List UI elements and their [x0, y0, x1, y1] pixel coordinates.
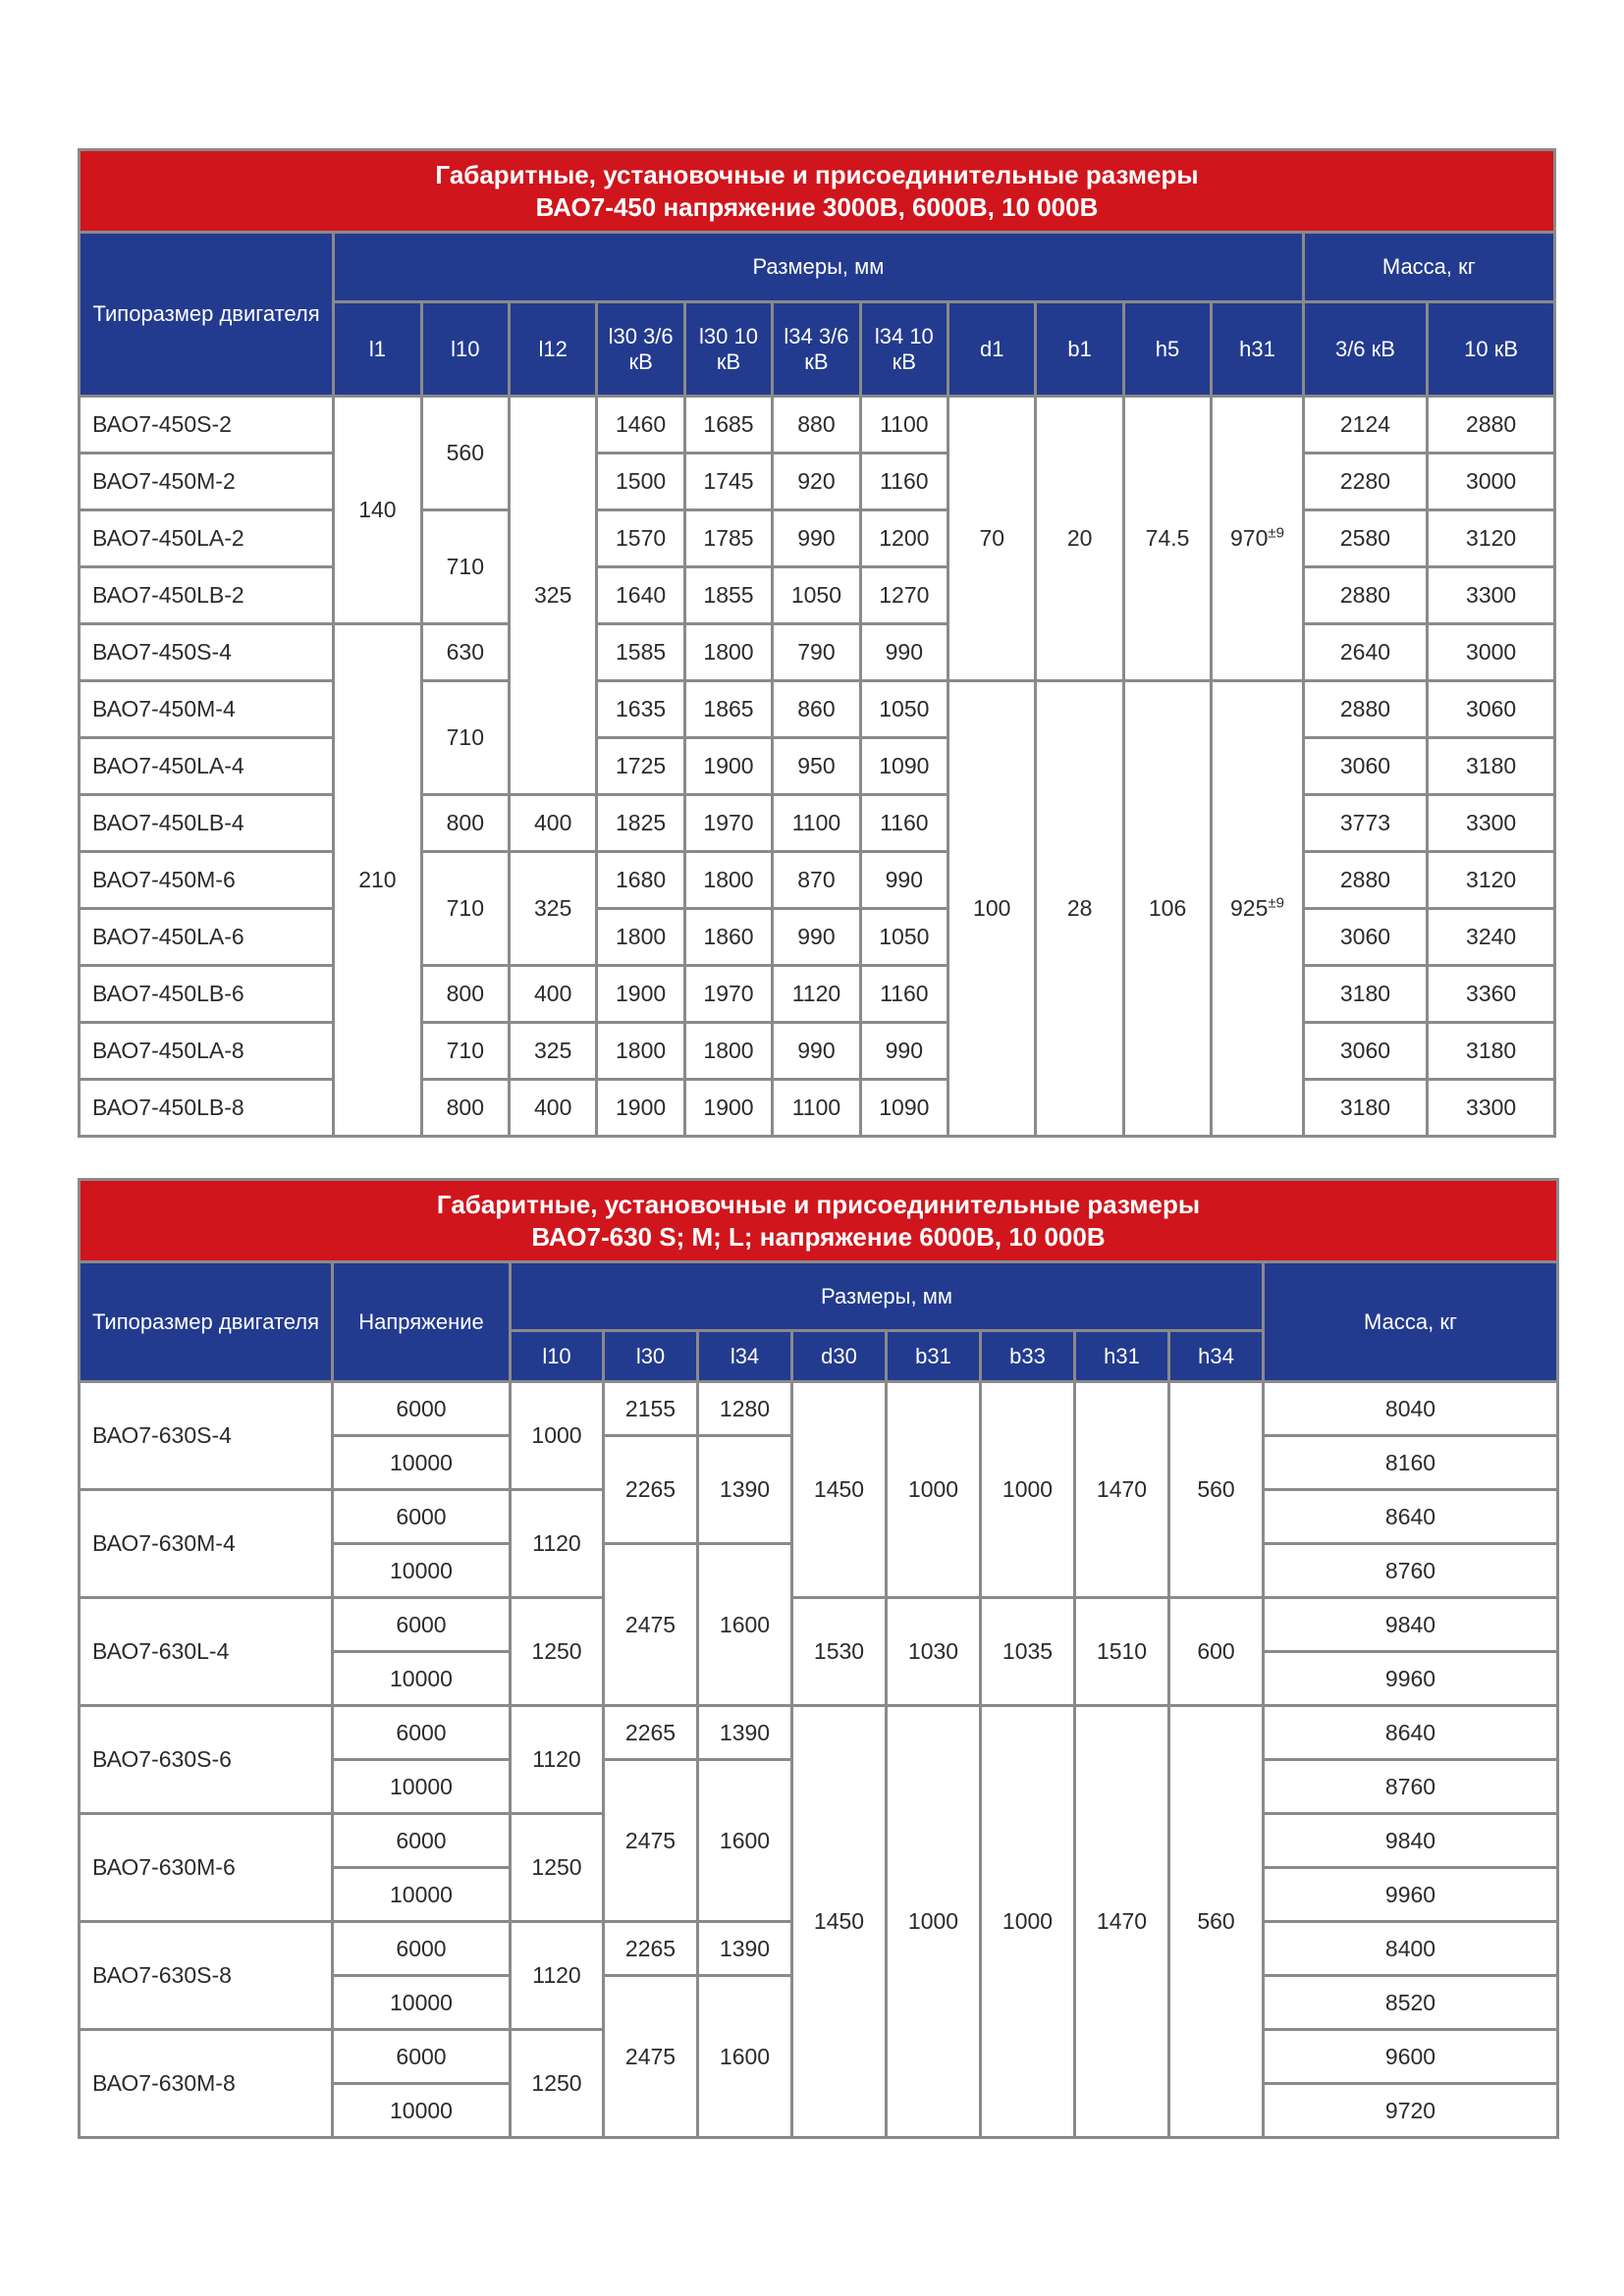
l30-10-cell: 1800 — [684, 624, 772, 681]
l30-cell: 2265 — [604, 1436, 698, 1544]
l10-cell: 1120 — [511, 1706, 604, 1814]
l30-cell: 2475 — [604, 1760, 698, 1922]
l30-3-6-cell: 1500 — [597, 454, 684, 510]
table-vao7-450 — [78, 148, 1556, 1138]
mass-10-cell: 3300 — [1428, 1080, 1555, 1137]
l34-cell: 1390 — [698, 1706, 792, 1760]
table-row — [80, 909, 1555, 966]
l30-cell: 2155 — [604, 1382, 698, 1436]
table-row — [80, 852, 1555, 909]
table-vao7-630 — [78, 1178, 1559, 2139]
l34-3-6-cell: 870 — [773, 852, 860, 909]
header-h31: h31 — [1075, 1331, 1169, 1382]
mass-cell: 8640 — [1264, 1706, 1558, 1760]
l10-cell: 630 — [421, 624, 509, 681]
l12-cell: 325 — [510, 1023, 597, 1080]
title-line-1: Габаритные, установочные и присоединительные размеры — [435, 159, 1199, 189]
l34-10-cell: 1200 — [860, 510, 947, 567]
voltage-cell: 10000 — [333, 2084, 511, 2138]
header-mass-10kv: 10 кВ — [1428, 302, 1555, 397]
d30-cell: 1450 — [792, 1706, 887, 2138]
l34-cell: 1600 — [698, 1976, 792, 2138]
mass-cell: 8760 — [1264, 1544, 1558, 1598]
l10-cell: 800 — [421, 1080, 509, 1137]
b31-cell: 1000 — [887, 1706, 981, 2138]
l30-10-cell: 1785 — [684, 510, 772, 567]
mass-cell: 8400 — [1264, 1922, 1558, 1976]
header-l34-3-6kv: l34 3/6 кВ — [773, 302, 860, 397]
b1-cell: 28 — [1036, 681, 1123, 1137]
header-l10: l10 — [421, 302, 509, 397]
h31-value: 925 — [1229, 895, 1269, 921]
header-mass: Масса, кг — [1303, 233, 1554, 302]
l12-cell: 400 — [510, 1080, 597, 1137]
d30-cell: 1450 — [792, 1382, 887, 1598]
mass-cell: 8160 — [1264, 1436, 1558, 1490]
l30-10-cell: 1800 — [684, 1023, 772, 1080]
mass-3-6-cell: 3060 — [1303, 738, 1428, 795]
l30-10-cell: 1685 — [684, 397, 772, 454]
motor-type: ВАО7-450LA-4 — [80, 738, 334, 795]
l30-10-cell: 1745 — [684, 454, 772, 510]
l12-cell: 325 — [510, 397, 597, 795]
mass-3-6-cell: 3180 — [1303, 966, 1428, 1023]
mass-10-cell: 3000 — [1428, 624, 1555, 681]
mass-3-6-cell: 2880 — [1303, 567, 1428, 624]
mass-cell: 9720 — [1264, 2084, 1558, 2138]
mass-10-cell: 3000 — [1428, 454, 1555, 510]
motor-type: ВАО7-630M-8 — [80, 2030, 333, 2138]
mass-3-6-cell: 2880 — [1303, 852, 1428, 909]
l34-3-6-cell: 860 — [773, 681, 860, 738]
table-row — [80, 1023, 1555, 1080]
motor-type: ВАО7-630S-8 — [80, 1922, 333, 2030]
title-line-2: ВАО7-450 напряжение 3000В, 6000В, 10 000В — [535, 191, 1099, 222]
l34-10-cell: 990 — [860, 852, 947, 909]
l10-cell: 710 — [421, 852, 509, 966]
l30-3-6-cell: 1800 — [597, 909, 684, 966]
l34-3-6-cell: 1100 — [773, 795, 860, 852]
l30-cell: 2475 — [604, 1544, 698, 1706]
mass-10-cell: 3180 — [1428, 738, 1555, 795]
motor-type: ВАО7-450LB-8 — [80, 1080, 334, 1137]
l34-10-cell: 1100 — [860, 397, 947, 454]
mass-3-6-cell: 2124 — [1303, 397, 1428, 454]
mass-3-6-cell: 2880 — [1303, 681, 1428, 738]
header-h34: h34 — [1169, 1331, 1264, 1382]
l30-3-6-cell: 1635 — [597, 681, 684, 738]
voltage-cell: 10000 — [333, 1976, 511, 2030]
l34-10-cell: 1090 — [860, 1080, 947, 1137]
l34-10-cell: 1270 — [860, 567, 947, 624]
voltage-cell: 6000 — [333, 1706, 511, 1760]
l34-10-cell: 990 — [860, 1023, 947, 1080]
table-row — [80, 397, 1555, 454]
mass-cell: 8760 — [1264, 1760, 1558, 1814]
l10-cell: 560 — [421, 397, 509, 510]
mass-cell: 9960 — [1264, 1652, 1558, 1706]
header-b1: b1 — [1036, 302, 1123, 397]
l34-10-cell: 1160 — [860, 454, 947, 510]
l34-cell: 1600 — [698, 1544, 792, 1706]
h31-tolerance: ±9 — [1268, 524, 1284, 542]
l10-cell: 1250 — [511, 1814, 604, 1922]
l34-10-cell: 1050 — [860, 681, 947, 738]
h31-value: 970 — [1229, 525, 1269, 551]
header-motor-type: Типоразмер двигателя — [80, 1262, 333, 1382]
voltage-cell: 6000 — [333, 1814, 511, 1868]
table-row — [80, 510, 1555, 567]
header-l10: l10 — [511, 1331, 604, 1382]
table-row — [80, 1598, 1558, 1652]
l10-cell: 1120 — [511, 1922, 604, 2030]
h5-cell: 106 — [1123, 681, 1211, 1137]
l34-cell: 1600 — [698, 1760, 792, 1922]
voltage-cell: 10000 — [333, 1652, 511, 1706]
d30-cell: 1530 — [792, 1598, 887, 1706]
l12-cell: 400 — [510, 966, 597, 1023]
table-row — [80, 567, 1555, 624]
voltage-cell: 6000 — [333, 1922, 511, 1976]
l10-cell: 1250 — [511, 2030, 604, 2138]
l30-cell: 2265 — [604, 1922, 698, 1976]
header-mass: Масса, кг — [1264, 1262, 1558, 1382]
l30-10-cell: 1860 — [684, 909, 772, 966]
l10-cell: 1000 — [511, 1382, 604, 1490]
l34-3-6-cell: 1100 — [773, 1080, 860, 1137]
mass-10-cell: 3360 — [1428, 966, 1555, 1023]
l34-3-6-cell: 990 — [773, 510, 860, 567]
motor-type: ВАО7-450LB-2 — [80, 567, 334, 624]
header-l30-10kv: l30 10 кВ — [684, 302, 772, 397]
mass-3-6-cell: 3060 — [1303, 909, 1428, 966]
mass-cell: 9840 — [1264, 1598, 1558, 1652]
motor-type: ВАО7-630L-4 — [80, 1598, 333, 1706]
l30-10-cell: 1800 — [684, 852, 772, 909]
mass-10-cell: 3060 — [1428, 681, 1555, 738]
h34-cell: 600 — [1169, 1598, 1264, 1706]
header-l12: l12 — [510, 302, 597, 397]
mass-3-6-cell: 2640 — [1303, 624, 1428, 681]
h31-cell: 1470 — [1075, 1382, 1169, 1598]
h34-cell: 560 — [1169, 1382, 1264, 1598]
voltage-cell: 10000 — [333, 1760, 511, 1814]
motor-type: ВАО7-630M-4 — [80, 1490, 333, 1598]
table-row — [80, 1382, 1558, 1436]
motor-type: ВАО7-630S-4 — [80, 1382, 333, 1490]
title-line-1: Габаритные, установочные и присоединительные размеры — [436, 1189, 1201, 1219]
l34-10-cell: 1160 — [860, 966, 947, 1023]
header-l30: l30 — [604, 1331, 698, 1382]
l10-cell: 800 — [421, 966, 509, 1023]
l34-3-6-cell: 880 — [773, 397, 860, 454]
h31-tolerance: ±9 — [1268, 894, 1284, 912]
l34-3-6-cell: 790 — [773, 624, 860, 681]
l30-3-6-cell: 1825 — [597, 795, 684, 852]
l10-cell: 710 — [421, 681, 509, 795]
table-title — [80, 1180, 1558, 1262]
l30-3-6-cell: 1800 — [597, 1023, 684, 1080]
motor-type: ВАО7-450S-2 — [80, 397, 334, 454]
l30-3-6-cell: 1680 — [597, 852, 684, 909]
d1-cell: 100 — [948, 681, 1036, 1137]
header-sizes: Размеры, мм — [334, 233, 1303, 302]
d1-cell: 70 — [948, 397, 1036, 681]
b33-cell: 1000 — [981, 1706, 1075, 2138]
mass-3-6-cell: 3060 — [1303, 1023, 1428, 1080]
mass-3-6-cell: 2280 — [1303, 454, 1428, 510]
h31-cell — [1212, 681, 1303, 1137]
l10-cell: 1250 — [511, 1598, 604, 1706]
l34-3-6-cell: 1120 — [773, 966, 860, 1023]
header-l30-3-6kv: l30 3/6 кВ — [597, 302, 684, 397]
motor-type: ВАО7-450LA-6 — [80, 909, 334, 966]
l30-3-6-cell: 1585 — [597, 624, 684, 681]
l30-10-cell: 1970 — [684, 966, 772, 1023]
voltage-cell: 6000 — [333, 2030, 511, 2084]
header-h5: h5 — [1123, 302, 1211, 397]
h31-cell: 1470 — [1075, 1706, 1169, 2138]
l30-10-cell: 1900 — [684, 738, 772, 795]
l10-cell: 710 — [421, 1023, 509, 1080]
header-motor-type: Типоразмер двигателя — [80, 233, 334, 397]
table-row — [80, 795, 1555, 852]
l30-3-6-cell: 1900 — [597, 1080, 684, 1137]
motor-type: ВАО7-450S-4 — [80, 624, 334, 681]
table-row — [80, 966, 1555, 1023]
l10-cell: 1120 — [511, 1490, 604, 1598]
header-d30: d30 — [792, 1331, 887, 1382]
header-voltage: Напряжение — [333, 1262, 511, 1382]
mass-10-cell: 3120 — [1428, 852, 1555, 909]
header-l1: l1 — [334, 302, 421, 397]
mass-10-cell: 3180 — [1428, 1023, 1555, 1080]
l30-3-6-cell: 1570 — [597, 510, 684, 567]
mass-3-6-cell: 3180 — [1303, 1080, 1428, 1137]
header-b33: b33 — [981, 1331, 1075, 1382]
l34-10-cell: 1160 — [860, 795, 947, 852]
header-l34: l34 — [698, 1331, 792, 1382]
l10-cell: 710 — [421, 510, 509, 624]
l30-cell: 2475 — [604, 1976, 698, 2138]
mass-cell: 9960 — [1264, 1868, 1558, 1922]
mass-10-cell: 2880 — [1428, 397, 1555, 454]
l34-3-6-cell: 1050 — [773, 567, 860, 624]
motor-type: ВАО7-630M-6 — [80, 1814, 333, 1922]
l30-10-cell: 1855 — [684, 567, 772, 624]
mass-cell: 8040 — [1264, 1382, 1558, 1436]
l12-cell: 400 — [510, 795, 597, 852]
motor-type: ВАО7-450M-2 — [80, 454, 334, 510]
voltage-cell: 6000 — [333, 1490, 511, 1544]
motor-type: ВАО7-450LB-6 — [80, 966, 334, 1023]
l30-10-cell: 1970 — [684, 795, 772, 852]
l1-cell: 140 — [334, 397, 421, 624]
l30-3-6-cell: 1640 — [597, 567, 684, 624]
l34-10-cell: 1090 — [860, 738, 947, 795]
voltage-cell: 6000 — [333, 1382, 511, 1436]
header-l34-10kv: l34 10 кВ — [860, 302, 947, 397]
mass-cell: 8520 — [1264, 1976, 1558, 2030]
l30-3-6-cell: 1900 — [597, 966, 684, 1023]
l34-3-6-cell: 920 — [773, 454, 860, 510]
b33-cell: 1000 — [981, 1382, 1075, 1598]
l34-10-cell: 1050 — [860, 909, 947, 966]
l30-10-cell: 1900 — [684, 1080, 772, 1137]
mass-10-cell: 3240 — [1428, 909, 1555, 966]
header-d1: d1 — [948, 302, 1036, 397]
table-row — [80, 1080, 1555, 1137]
table-row — [80, 624, 1555, 681]
mass-cell: 9600 — [1264, 2030, 1558, 2084]
b31-cell: 1000 — [887, 1382, 981, 1598]
b31-cell: 1030 — [887, 1598, 981, 1706]
mass-cell: 9840 — [1264, 1814, 1558, 1868]
l30-cell: 2265 — [604, 1706, 698, 1760]
l34-cell: 1390 — [698, 1436, 792, 1544]
header-h31: h31 — [1212, 302, 1303, 397]
motor-type: ВАО7-450M-6 — [80, 852, 334, 909]
motor-type: ВАО7-450M-4 — [80, 681, 334, 738]
h5-cell: 74.5 — [1123, 397, 1211, 681]
voltage-cell: 10000 — [333, 1544, 511, 1598]
table-row — [80, 1706, 1558, 1760]
l34-10-cell: 990 — [860, 624, 947, 681]
l34-cell: 1280 — [698, 1382, 792, 1436]
l34-3-6-cell: 990 — [773, 909, 860, 966]
voltage-cell: 6000 — [333, 1598, 511, 1652]
motor-type: ВАО7-450LB-4 — [80, 795, 334, 852]
motor-type: ВАО7-450LA-8 — [80, 1023, 334, 1080]
h34-cell: 560 — [1169, 1706, 1264, 2138]
mass-cell: 8640 — [1264, 1490, 1558, 1544]
mass-3-6-cell: 2580 — [1303, 510, 1428, 567]
h31-cell — [1212, 397, 1303, 681]
l10-cell: 800 — [421, 795, 509, 852]
motor-type: ВАО7-450LA-2 — [80, 510, 334, 567]
motor-type: ВАО7-630S-6 — [80, 1706, 333, 1814]
header-sizes: Размеры, мм — [511, 1262, 1264, 1331]
table-title — [80, 150, 1555, 233]
mass-10-cell: 3120 — [1428, 510, 1555, 567]
l34-3-6-cell: 990 — [773, 1023, 860, 1080]
table-row — [80, 681, 1555, 738]
h31-cell: 1510 — [1075, 1598, 1169, 1706]
b1-cell: 20 — [1036, 397, 1123, 681]
mass-10-cell: 3300 — [1428, 795, 1555, 852]
header-mass-3-6kv: 3/6 кВ — [1303, 302, 1428, 397]
l34-cell: 1390 — [698, 1922, 792, 1976]
mass-10-cell: 3300 — [1428, 567, 1555, 624]
l30-10-cell: 1865 — [684, 681, 772, 738]
b33-cell: 1035 — [981, 1598, 1075, 1706]
mass-3-6-cell: 3773 — [1303, 795, 1428, 852]
header-b31: b31 — [887, 1331, 981, 1382]
l12-cell: 325 — [510, 852, 597, 966]
l34-3-6-cell: 950 — [773, 738, 860, 795]
l1-cell: 210 — [334, 624, 421, 1137]
table-row — [80, 738, 1555, 795]
voltage-cell: 10000 — [333, 1868, 511, 1922]
voltage-cell: 10000 — [333, 1436, 511, 1490]
l30-3-6-cell: 1460 — [597, 397, 684, 454]
table-row — [80, 454, 1555, 510]
title-line-2: ВАО7-630 S; M; L; напряжение 6000В, 10 000В — [531, 1221, 1106, 1252]
l30-3-6-cell: 1725 — [597, 738, 684, 795]
